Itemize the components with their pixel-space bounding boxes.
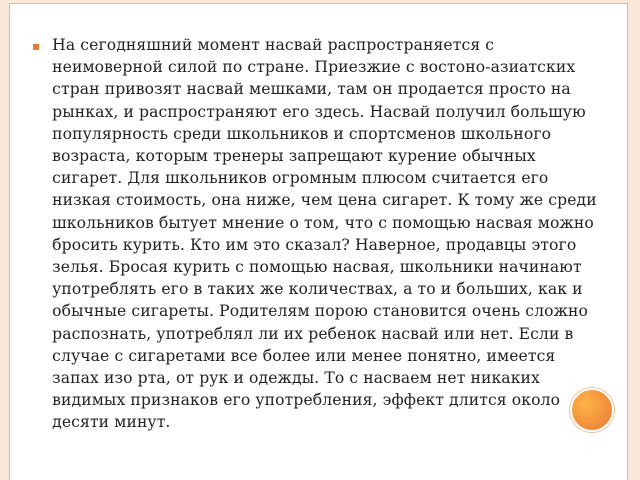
decorative-circle-icon [570, 388, 614, 432]
slide-paragraph: На сегодняшний момент насвай распространяется с неимоверной силой по стране. Приезжие с востоно-азиатских стран привозят насвай мешками, там он продается просто на рынках, и распространяют его здесь. Насвай получил большую популярность среди школьников и спортсменов школьного возраста, которым тренеры запрещают курение обычных сигарет. Для школьников огромным плюсом считается его низкая стоимость, она ниже, чем цена сигарет. К тому же среди школьников бытует мнение о том, что с помощью насвая можно бросить курить. Кто им это сказал? Наверное, продавцы этого зелья. Бросая курить с помощью насвая, школьники начинают употреблять его в таких же количествах, а то и больших, как и обычные сигареты. Родителям порою становится очень сложно распознать, употреблял ли их ребенок насвай или нет. Если в случае с сигаретами все более или менее понятно, имеется запах изо рта, от рук и одежды. То с насваем нет никаких видимых признаков его употребления, эффект длится около десяти минут. [52, 36, 597, 432]
slide-content [32, 34, 607, 434]
bullet-icon: ▪ [32, 39, 41, 53]
